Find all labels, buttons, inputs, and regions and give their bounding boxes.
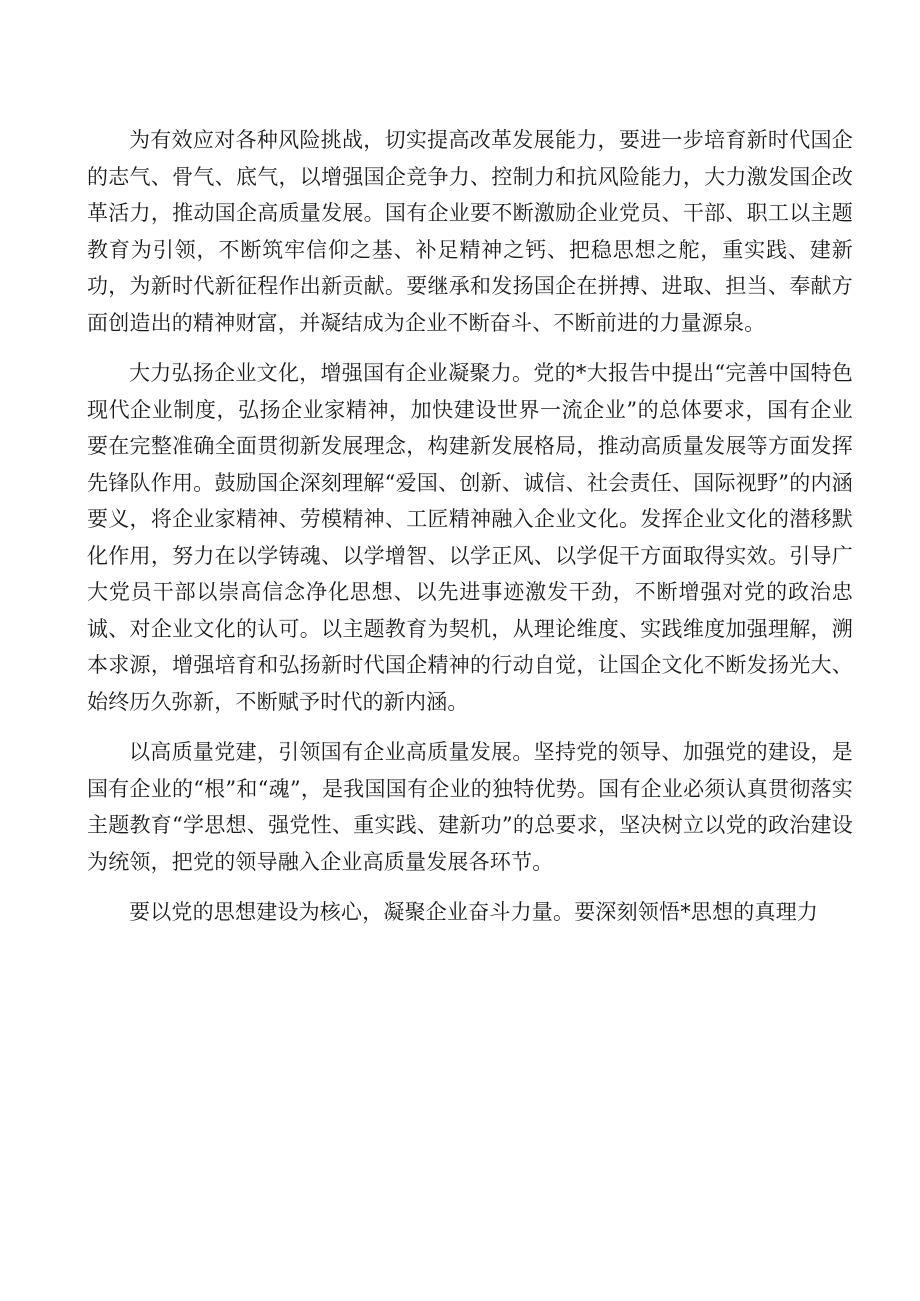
- paragraph-4: 要以党的思想建设为核心，凝聚企业奋斗力量。要深刻领悟*思想的真理力: [129, 900, 819, 924]
- paragraph-3: 以高质量党建，引领国有企业高质量发展。坚持党的领导、加强党的建设，是国有企业的“根”和“魂”，是我国国有企业的独特优势。国有企业必须认真贯彻落实主题教育“学思想、强党性、重实践、建新功”的总要求，坚决树立以党的政治建设为统领，把党的领导融入企业高质量发展各环节。: [87, 740, 853, 874]
- paragraph-2: 大力弘扬企业文化，增强国有企业凝聚力。党的*大报告中提出“完善中国特色现代企业制度，弘扬企业家精神，加快建设世界一流企业”的总体要求，国有企业要在完整准确全面贯彻新发展理念，构建新发展格局，推动高质量发展等方面发挥先锋队作用。鼓励国企深刻理解“爱国、创新、诚信、社会责任、国际视野”的内涵要义，将企业家精神、劳模精神、工匠精神融入企业文化。发挥企业文化的潜移默化作用，努力在以学铸魂、以学增智、以学正风、以学促干方面取得实效。引导广大党员干部以崇高信念净化思想、以先进事迹激发干劲，不断增强对党的政治忠诚、对企业文化的认可。以主题教育为契机，从理论维度、实践维度加强理解，溯本求源，增强培育和弘扬新时代国企精神的行动自觉，让国企文化不断发扬光大、始终历久弥新，不断赋予时代的新内涵。: [87, 361, 853, 714]
- document-body: [87, 122, 853, 931]
- paragraph-1: 为有效应对各种风险挑战，切实提高改革发展能力，要进一步培育新时代国企的志气、骨气、底气，以增强国企竞争力、控制力和抗风险能力，大力激发国企改革活力，推动国企高质量发展。国有企业要不断激励企业党员、干部、职工以主题教育为引领，不断筑牢信仰之基、补足精神之钙、把稳思想之舵，重实践、建新功，为新时代新征程作出新贡献。要继承和发扬国企在拼搏、进取、担当、奉献方面创造出的精神财富，并凝结成为企业不断奋斗、不断前进的力量源泉。: [87, 128, 853, 335]
